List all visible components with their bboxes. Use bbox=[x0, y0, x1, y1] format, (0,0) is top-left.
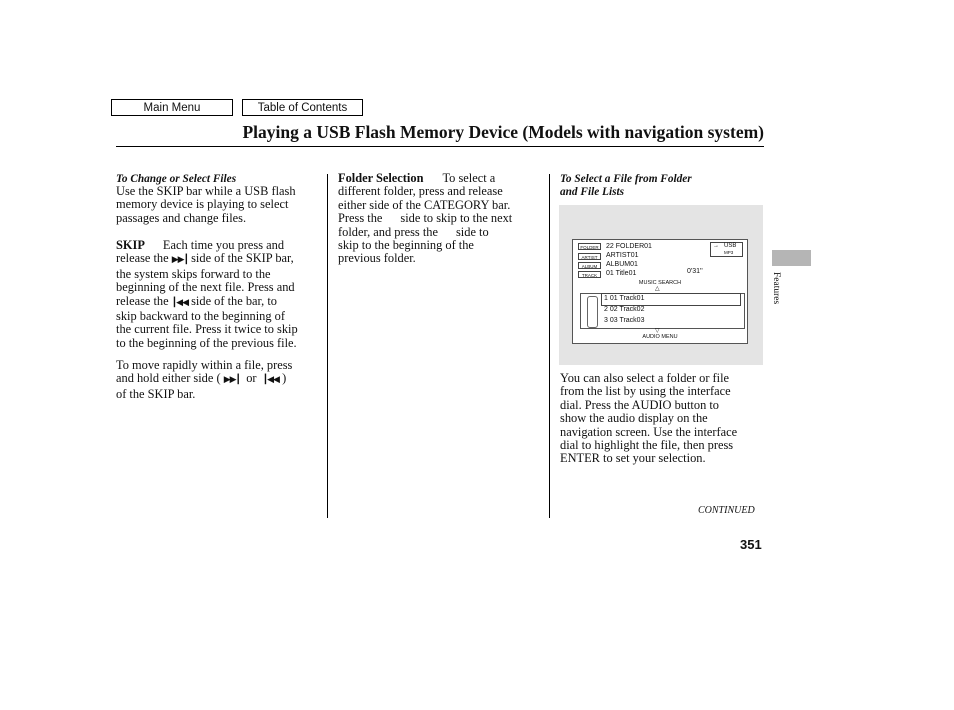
artist-value: ARTIST01 bbox=[606, 252, 639, 259]
intro-line: Use the SKIP bar while a USB flash bbox=[116, 184, 296, 198]
track-row[interactable]: 2 02 Track02 bbox=[604, 306, 645, 313]
folder-line: Press the bbox=[338, 211, 383, 226]
audio-menu-button[interactable]: AUDIO MENU bbox=[642, 334, 678, 340]
skip-forward-icon: ▶▶┃ bbox=[223, 375, 240, 386]
skip-line: release the bbox=[116, 293, 169, 308]
folder-line: either side of the CATEGORY bar. bbox=[338, 197, 511, 212]
intro-line: memory device is playing to select bbox=[116, 197, 289, 212]
select-file-paragraph bbox=[560, 372, 765, 466]
track-tag: TRACK bbox=[578, 271, 601, 278]
table-of-contents-button[interactable]: Table of Contents bbox=[242, 99, 363, 116]
subhead-line: To Select a File from Folder bbox=[560, 173, 692, 185]
skip-line: release the bbox=[116, 251, 169, 266]
artist-tag: ARTIST bbox=[578, 253, 601, 260]
skip-forward-icon: ▶▶┃ bbox=[171, 255, 188, 266]
skip-line: skip backward to the beginning of bbox=[116, 309, 285, 324]
down-arrow-icon: ▽ bbox=[655, 328, 660, 334]
rapid-line: or bbox=[246, 371, 257, 386]
change-files-intro bbox=[116, 185, 326, 225]
skip-line: side of the SKIP bar, bbox=[191, 251, 294, 266]
scroll-wheel-icon bbox=[587, 296, 598, 328]
folder-tag: FOLDER bbox=[578, 243, 601, 250]
music-search-button[interactable]: MUSIC SEARCH bbox=[638, 280, 682, 286]
title-rule bbox=[116, 146, 764, 147]
select-line: from the list by using the interface bbox=[560, 384, 731, 399]
rapid-line: and hold either side ( bbox=[116, 371, 221, 386]
folder-selection-label: Folder Selection bbox=[338, 171, 424, 185]
folder-line: side to bbox=[455, 224, 489, 239]
change-files-subhead: To Change or Select Files bbox=[116, 173, 237, 185]
folder-value: 22 FOLDER01 bbox=[606, 243, 652, 250]
format-label: MP3 bbox=[724, 250, 734, 255]
skip-line: Each time you press and bbox=[162, 238, 285, 252]
skip-paragraph bbox=[116, 239, 328, 350]
skip-line: to the beginning of the previous file. bbox=[116, 335, 297, 350]
usb-icon: → bbox=[713, 243, 719, 249]
folder-line: skip to the beginning of the bbox=[338, 238, 474, 253]
select-line: dial to highlight the file, then press bbox=[560, 438, 734, 453]
select-line: show the audio display on the bbox=[560, 411, 708, 426]
rapid-line: To move rapidly within a file, press bbox=[116, 358, 293, 372]
skip-line: the system skips forward to the bbox=[116, 266, 271, 281]
track-value: 01 Title01 bbox=[606, 270, 637, 277]
track-row[interactable]: 1 01 Track01 bbox=[604, 295, 645, 302]
track-row[interactable]: 3 03 Track03 bbox=[604, 317, 645, 324]
page-number: 351 bbox=[740, 537, 762, 552]
skip-back-icon: ┃◀◀ bbox=[171, 297, 188, 308]
folder-line: different folder, press and release bbox=[338, 184, 503, 199]
intro-line: passages and change files. bbox=[116, 210, 247, 225]
audio-display-screen bbox=[572, 239, 748, 344]
skip-label: SKIP bbox=[116, 238, 145, 252]
main-menu-button[interactable]: Main Menu bbox=[111, 99, 233, 116]
select-line: You can also select a folder or file bbox=[560, 371, 730, 385]
elapsed-time: 0'31'' bbox=[687, 268, 703, 275]
rapid-line: ) bbox=[282, 371, 287, 386]
rapid-line: of the SKIP bar. bbox=[116, 386, 196, 401]
skip-line: the current file. Press it twice to skip bbox=[116, 322, 298, 337]
section-tab bbox=[772, 250, 811, 266]
up-arrow-icon: △ bbox=[655, 286, 660, 292]
select-line: navigation screen. Use the interface bbox=[560, 424, 738, 439]
subhead-line: and File Lists bbox=[560, 186, 625, 198]
select-line: dial. Press the AUDIO button to bbox=[560, 397, 720, 412]
select-file-subhead bbox=[560, 173, 692, 199]
folder-line: side to skip to the next bbox=[400, 211, 513, 226]
folder-line: To select a bbox=[442, 171, 496, 185]
section-label-text: Features bbox=[771, 272, 781, 305]
continued-label: CONTINUED bbox=[698, 505, 755, 516]
track-list[interactable] bbox=[580, 293, 745, 329]
folder-line: folder, and press the bbox=[338, 224, 438, 239]
column-divider-2 bbox=[549, 174, 550, 518]
album-tag: ALBUM bbox=[578, 262, 601, 269]
select-line: ENTER to set your selection. bbox=[560, 451, 706, 466]
page-title: Playing a USB Flash Memory Device (Models with navigation system) bbox=[242, 122, 764, 142]
skip-back-icon: ┃◀◀ bbox=[262, 375, 279, 386]
skip-line: side of the bar, to bbox=[191, 293, 277, 308]
section-label bbox=[769, 272, 783, 322]
skip-line: beginning of the next file. Press and bbox=[116, 280, 295, 295]
folder-line: previous folder. bbox=[338, 251, 416, 266]
usb-label: USB bbox=[724, 243, 737, 249]
album-value: ALBUM01 bbox=[606, 261, 638, 268]
usb-badge bbox=[710, 242, 743, 257]
folder-selection-paragraph bbox=[338, 172, 543, 266]
rapid-paragraph bbox=[116, 359, 328, 401]
